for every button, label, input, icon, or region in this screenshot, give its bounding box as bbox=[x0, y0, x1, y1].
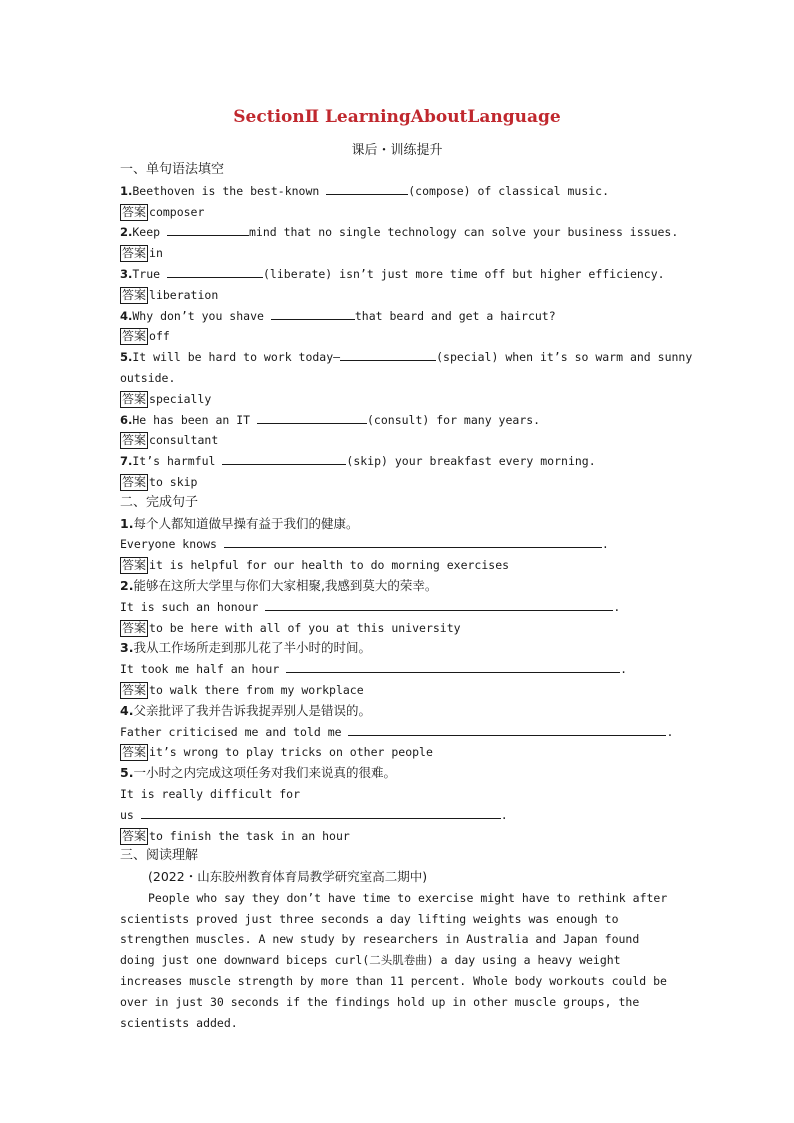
answer-text: it is helpful for our health to do morning exercises bbox=[149, 558, 510, 573]
prompt-text: It is such an honour bbox=[120, 599, 266, 614]
answer-blank bbox=[141, 805, 501, 819]
answer-row bbox=[120, 826, 680, 847]
sentence-5-prompt: It is really difficult for bbox=[120, 786, 301, 801]
answer-text: to skip bbox=[149, 474, 198, 489]
question-number: 1. bbox=[120, 515, 134, 531]
answer-label: 答案 bbox=[122, 474, 147, 489]
sentence-3-chinese bbox=[120, 638, 680, 659]
question-number: 3. bbox=[120, 640, 134, 656]
answer-label: 答案 bbox=[122, 682, 147, 697]
answer-text: it’s wrong to play tricks on other people bbox=[149, 745, 433, 760]
answer-row bbox=[120, 243, 680, 264]
answer-blank bbox=[265, 597, 613, 611]
answer-blank bbox=[348, 722, 666, 736]
answer-row bbox=[120, 389, 680, 410]
question-text: Keep bbox=[132, 225, 167, 240]
answer-row bbox=[120, 326, 680, 347]
answer-label: 答案 bbox=[122, 558, 147, 573]
question-number: 4. bbox=[120, 702, 134, 718]
question-number: 4. bbox=[120, 308, 133, 323]
chinese-text: 父亲批评了我并告诉我捉弄别人是错误的。 bbox=[133, 702, 371, 718]
question-text: (liberate) isn’t just more time off but higher efficiency. bbox=[263, 266, 665, 281]
answer-label: 答案 bbox=[122, 204, 147, 219]
answer-row bbox=[120, 472, 680, 493]
sentence-4-prompt bbox=[120, 722, 680, 743]
question-1 bbox=[120, 181, 680, 202]
sentence-2-chinese bbox=[120, 576, 680, 597]
answer-label: 答案 bbox=[122, 287, 147, 302]
answer-row bbox=[120, 202, 680, 223]
answer-label: 答案 bbox=[122, 828, 147, 843]
question-2 bbox=[120, 222, 680, 243]
question-number: 3. bbox=[120, 266, 133, 281]
answer-label: 答案 bbox=[122, 745, 147, 760]
question-text: (consult) for many years. bbox=[367, 412, 541, 427]
answer-row bbox=[120, 680, 680, 701]
question-number: 6. bbox=[120, 412, 133, 427]
answer-text: composer bbox=[149, 204, 205, 219]
answer-label: 答案 bbox=[122, 433, 147, 448]
answer-text: consultant bbox=[149, 433, 219, 448]
question-text: He has been an IT bbox=[132, 412, 257, 427]
answer-text: specially bbox=[149, 391, 212, 406]
prompt-end: . bbox=[620, 662, 628, 677]
question-text: mind that no single technology can solve your business issues. bbox=[249, 225, 679, 240]
prompt-text: us bbox=[120, 807, 141, 822]
question-5-continuation: outside. bbox=[120, 370, 176, 385]
answer-row bbox=[120, 430, 680, 451]
question-number: 2. bbox=[120, 577, 134, 593]
prompt-end: . bbox=[666, 724, 674, 739]
question-text: It will be hard to work today— bbox=[132, 350, 341, 365]
answer-text: in bbox=[149, 246, 163, 261]
question-number: 7. bbox=[120, 454, 133, 469]
prompt-end: . bbox=[601, 537, 609, 552]
question-number: 5. bbox=[120, 350, 133, 365]
prompt-text: It took me half an hour bbox=[120, 662, 287, 677]
sentence-1-prompt bbox=[120, 534, 680, 555]
question-number: 1. bbox=[120, 183, 133, 198]
answer-blank bbox=[222, 451, 346, 465]
question-text: Beethoven is the best-known bbox=[132, 183, 327, 198]
answer-label: 答案 bbox=[122, 391, 147, 406]
page-subtitle: 课后・训练提升 bbox=[351, 143, 443, 158]
worksheet-content bbox=[120, 160, 693, 1033]
section-heading-grammar: 一、单句语法填空 bbox=[120, 162, 225, 177]
question-4 bbox=[120, 306, 680, 327]
question-text: True bbox=[132, 266, 167, 281]
prompt-end: . bbox=[613, 599, 621, 614]
chinese-text: 我从工作场所走到那儿花了半小时的时间。 bbox=[133, 640, 371, 656]
question-text: that beard and get a haircut? bbox=[354, 308, 556, 323]
answer-blank bbox=[271, 306, 355, 320]
answer-row bbox=[120, 555, 680, 576]
answer-blank bbox=[224, 534, 602, 548]
question-number: 5. bbox=[120, 765, 134, 781]
passage-source: (2022・山东胶州教育体育局教学研究室高二期中) bbox=[148, 869, 428, 885]
answer-blank bbox=[326, 181, 408, 195]
prompt-end: . bbox=[500, 807, 508, 822]
answer-label: 答案 bbox=[122, 620, 147, 635]
answer-row bbox=[120, 618, 680, 639]
answer-blank bbox=[340, 347, 436, 361]
sentence-5-chinese bbox=[120, 763, 680, 784]
question-text: (compose) of classical music. bbox=[408, 183, 610, 198]
answer-blank bbox=[167, 222, 249, 236]
question-text: (skip) your breakfast every morning. bbox=[346, 454, 596, 469]
answer-text: liberation bbox=[149, 287, 219, 302]
page-title: SectionⅡ LearningAboutLanguage bbox=[233, 107, 561, 127]
answer-label: 答案 bbox=[122, 246, 147, 261]
question-7 bbox=[120, 451, 680, 472]
answer-label: 答案 bbox=[122, 329, 147, 344]
answer-blank bbox=[167, 264, 263, 278]
question-text: Why don’t you shave bbox=[132, 308, 271, 323]
answer-blank bbox=[257, 410, 367, 424]
section-heading-reading: 三、阅读理解 bbox=[120, 848, 199, 864]
chinese-text: 能够在这所大学里与你们大家相聚,我感到莫大的荣幸。 bbox=[133, 577, 438, 593]
question-5 bbox=[120, 347, 693, 368]
answer-text: to finish the task in an hour bbox=[149, 828, 350, 843]
answer-blank bbox=[286, 659, 620, 673]
question-number: 2. bbox=[120, 225, 133, 240]
answer-text: off bbox=[149, 329, 170, 344]
section-heading-sentences: 二、完成句子 bbox=[120, 494, 199, 510]
chinese-text: 每个人都知道做早操有益于我们的健康。 bbox=[133, 515, 359, 531]
question-6 bbox=[120, 410, 680, 431]
answer-row bbox=[120, 285, 680, 306]
sentence-4-chinese bbox=[120, 701, 680, 722]
chinese-text: 一小时之内完成这项任务对我们来说真的很难。 bbox=[133, 765, 396, 781]
sentence-1-chinese bbox=[120, 514, 680, 535]
sentence-3-prompt bbox=[120, 659, 680, 680]
question-text: (special) when it’s so warm and sunny bbox=[436, 350, 693, 365]
question-3 bbox=[120, 264, 680, 285]
sentence-5-prompt-line2 bbox=[120, 805, 680, 826]
sentence-2-prompt bbox=[120, 597, 680, 618]
reading-passage: People who say they don’t have time to exercise might have to rethink after scientists proved just three seconds a day lifting weights was enough to strengthen muscles. A new study by researchers in Australia and Japan found doing just one downward biceps curl(二头肌卷曲) a day using a heavy weight increases muscle strength by more than 11 percent. Whole body workouts could be over in just 30 seconds if the findings hold up in other muscle groups, the scientists added. bbox=[120, 890, 668, 1030]
question-text: It’s harmful bbox=[132, 454, 223, 469]
answer-row bbox=[120, 742, 680, 763]
answer-text: to be here with all of you at this university bbox=[149, 620, 461, 635]
prompt-text: Everyone knows bbox=[120, 537, 224, 552]
prompt-text: Father criticised me and told me bbox=[120, 724, 349, 739]
answer-text: to walk there from my workplace bbox=[149, 682, 364, 697]
